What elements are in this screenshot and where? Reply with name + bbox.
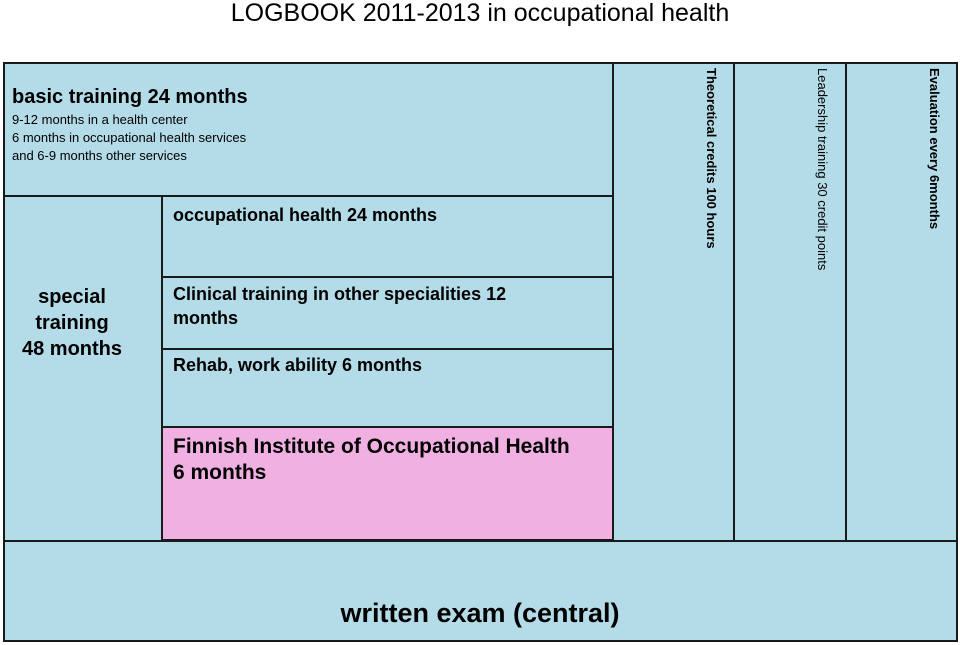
- special-line-3: 48 months: [21, 338, 123, 360]
- special-line-1: special: [38, 286, 106, 308]
- basic-line-2: 6 months in occupational health services: [12, 130, 247, 145]
- clinical-training-label: [173, 282, 506, 330]
- basic-line-1: 9-12 months in a health center: [12, 112, 188, 127]
- rehab-label: Rehab, work ability 6 months: [173, 355, 423, 375]
- page-title: LOGBOOK 2011-2013 in occupational health: [230, 0, 730, 27]
- special-training-label: [12, 284, 132, 362]
- theoretical-credits-label: Theoretical credits 100 hours: [704, 68, 719, 249]
- leadership-training-label: Leadership training 30 credit points: [815, 68, 830, 271]
- clinical-line-2: months: [173, 308, 238, 328]
- evaluation-label: Evaluation every 6months: [927, 68, 942, 230]
- basic-training-heading: basic training 24 months: [12, 86, 248, 108]
- written-exam-label: written exam (central): [340, 598, 620, 628]
- fioh-line-1: Finnish Institute of Occupational Health: [173, 435, 570, 458]
- fioh-line-2: 6 months: [173, 461, 267, 484]
- special-line-2: training: [35, 312, 109, 334]
- fioh-label: [173, 434, 570, 486]
- basic-line-3: and 6-9 months other services: [12, 148, 187, 163]
- clinical-line-1: Clinical training in other specialities 12: [173, 284, 507, 304]
- occupational-health-label: occupational health 24 months: [173, 205, 438, 225]
